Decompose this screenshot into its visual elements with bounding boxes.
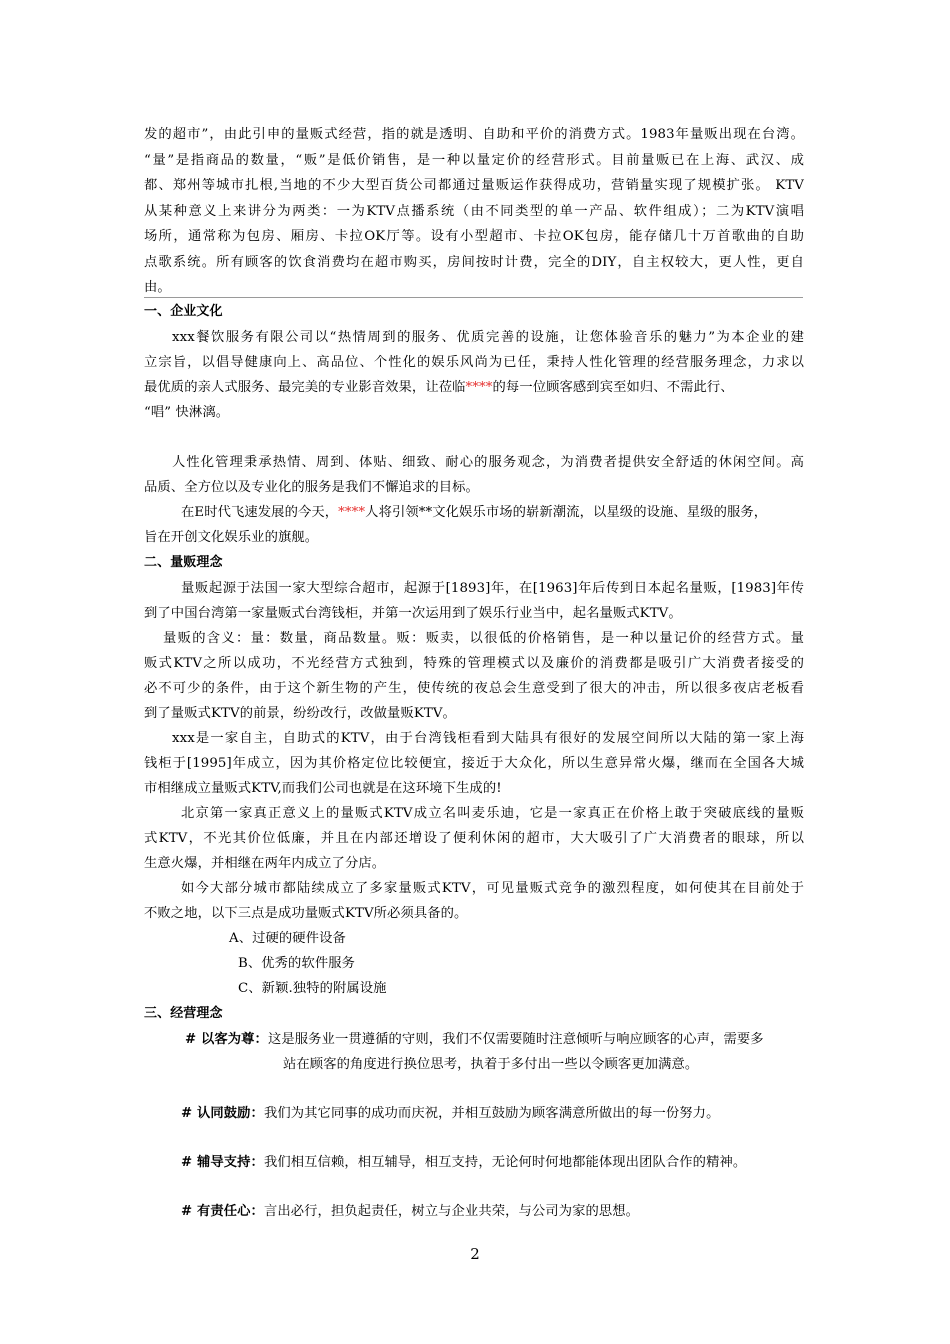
paragraph-line: xxx是一家自主，自助式的KTV，由于台湾钱柜看到大陆具有很好的发展空间所以大陆的第一家上海	[172, 731, 804, 746]
list-item: B、优秀的软件服务	[238, 956, 356, 971]
paragraph-line	[181, 504, 767, 522]
principle-item	[181, 1154, 746, 1172]
principle-label: # 认同鼓励：	[181, 1106, 264, 1121]
paragraph-line: 贩式KTV之所以成功，不光经营方式独到，特殊的管理模式以及廉价的消费都是吸引广大消费者接受的	[144, 656, 804, 671]
section-heading-concept: 二、量贩理念	[144, 555, 223, 570]
principle-text: 我们为其它同事的成功而庆祝，并相互鼓励为顾客满意所做出的每一份努力。	[263, 1106, 720, 1121]
paragraph-line: 到了量贩式KTV的前景，纷纷改行，改做量贩KTV。	[144, 706, 456, 721]
paragraph-line: 生意火爆，并相继在两年内成立了分店。	[144, 856, 386, 871]
list-item: A、过硬的硬件设备	[229, 931, 346, 946]
intro-line: 点歌系统。所有顾客的饮食消费均在超市购买，房间按时计费，完全的DIY，自主权较大，更人性，更自	[144, 255, 804, 270]
text-span: 在E时代飞速发展的今天，	[181, 505, 339, 520]
paragraph-line: 北京第一家真正意义上的量贩式KTV成立名叫麦乐迪，它是一家真正在价格上敢于突破底线的量贩	[181, 806, 804, 821]
placeholder-stars: ****	[338, 505, 366, 520]
principle-item: 站在顾客的角度进行换位思考，执着于多付出一些以令顾客更加满意。	[283, 1057, 699, 1072]
paragraph-line: 人性化管理秉承热情、周到、体贴、细致、耐心的服务观念，为消费者提供安全舒适的休闲空间。高	[172, 455, 804, 470]
paragraph-line: 式KTV，不光其价位低廉，并且在内部还增设了便利休闲的超市，大大吸引了广大消费者的眼球，所以	[144, 831, 804, 846]
principle-label: # 有责任心：	[181, 1204, 264, 1219]
intro-line: 发的超市”，由此引申的量贩式经营，指的就是透明、自助和平价的消费方式。1983年量贩出现在台湾。	[144, 127, 804, 142]
list-item: C、新颖.独特的附属设施	[238, 981, 387, 996]
text-span: 的每一位顾客感到宾至如归、不需此行、	[492, 380, 734, 395]
principle-text: 言出必行，担负起责任，树立与企业共荣，与公司为家的思想。	[263, 1204, 640, 1219]
text-span: 人将引领**文化娱乐市场的崭新潮流，以星级的设施、星级的服务，	[365, 505, 768, 520]
paragraph-line: 量贩起源于法国一家大型综合超市，起源于[1893]年，在[1963]年后传到日本起名量贩，[1983]年传	[181, 581, 804, 596]
paragraph-line: 不败之地，以下三点是成功量贩式KTV所必须具备的。	[144, 906, 468, 921]
intro-line: 由。	[144, 280, 171, 295]
paragraph-line	[144, 379, 734, 397]
intro-line: “量”是指商品的数量，“贩”是低价销售，是一种以量定价的经营形式。目前量贩已在上海、武汉、成	[144, 153, 804, 168]
text-span: 最优质的亲人式服务、最完美的专业影音效果，让莅临	[144, 380, 466, 395]
paragraph-line: 量贩的含义：量：数量，商品数量。贩：贩卖，以很低的价格销售，是一种以量记价的经营方式。量	[163, 631, 804, 646]
paragraph-line: 立宗旨，以倡导健康向上、高品位、个性化的娱乐风尚为已任，秉持人性化管理的经营服务理念，力求以	[144, 355, 804, 370]
paragraph-line: 旨在开创文化娱乐业的旗舰。	[144, 530, 319, 545]
paragraph-line: xxx餐饮服务有限公司以“热情周到的服务、优质完善的设施，让您体验音乐的魅力”为本企业的建	[172, 330, 804, 345]
principle-item	[185, 1031, 764, 1049]
principle-label: # 辅导支持：	[181, 1155, 264, 1170]
paragraph-line: 钱柜于[1995]年成立，因为其价格定位比较便宜，接近于大众化，所以生意异常火爆，继而在全国各大城	[144, 756, 804, 771]
paragraph-line: 必不可少的条件，由于这个新生物的产生，使传统的夜总会生意受到了很大的冲击，所以很多夜店老板看	[144, 681, 804, 696]
intro-line: 都、郑州等城市扎根,当地的不少大型百货公司都通过量贩运作获得成功，营销量实现了规模扩张。 KTV	[144, 178, 804, 193]
paragraph-line: 到了中国台湾第一家量贩式台湾钱柜，并第一次运用到了娱乐行业当中，起名量贩式KTV。	[144, 606, 682, 621]
paragraph-line: 品质、全方位以及专业化的服务是我们不懈追求的目标。	[144, 480, 479, 495]
horizontal-rule	[144, 297, 803, 298]
placeholder-stars: ****	[465, 380, 493, 395]
principle-item	[181, 1203, 639, 1221]
principle-label: # 以客为尊：	[185, 1032, 268, 1047]
intro-line: 场所，通常称为包房、厢房、卡拉OK厅等。设有小型超市、卡拉OK包房，能存储几十万首歌曲的自助	[144, 229, 804, 244]
section-heading-culture: 一、企业文化	[144, 304, 223, 319]
principle-text: 这是服务业一贯遵循的守则，我们不仅需要随时注意倾听与响应顾客的心声，需要多	[267, 1032, 764, 1047]
principle-text: 我们相互信赖，相互辅导，相互支持，无论何时何地都能体现出团队合作的精神。	[263, 1155, 747, 1170]
intro-line: 从某种意义上来讲分为两类：一为KTV点播系统（由不同类型的单一产品、软件组成）；二为KTV演唱	[144, 204, 804, 219]
paragraph-line: “唱” 快淋漓。	[144, 405, 230, 420]
paragraph-line: 市相继成立量贩式KTV,而我们公司也就是在这环境下生成的!	[144, 781, 502, 796]
section-heading-philosophy: 三、经营理念	[144, 1006, 223, 1021]
paragraph-line: 如今大部分城市都陆续成立了多家量贩式KTV，可见量贩式竞争的激烈程度，如何使其在目前处于	[181, 881, 804, 896]
principle-item	[181, 1105, 719, 1123]
page-number: 2	[470, 1245, 480, 1263]
